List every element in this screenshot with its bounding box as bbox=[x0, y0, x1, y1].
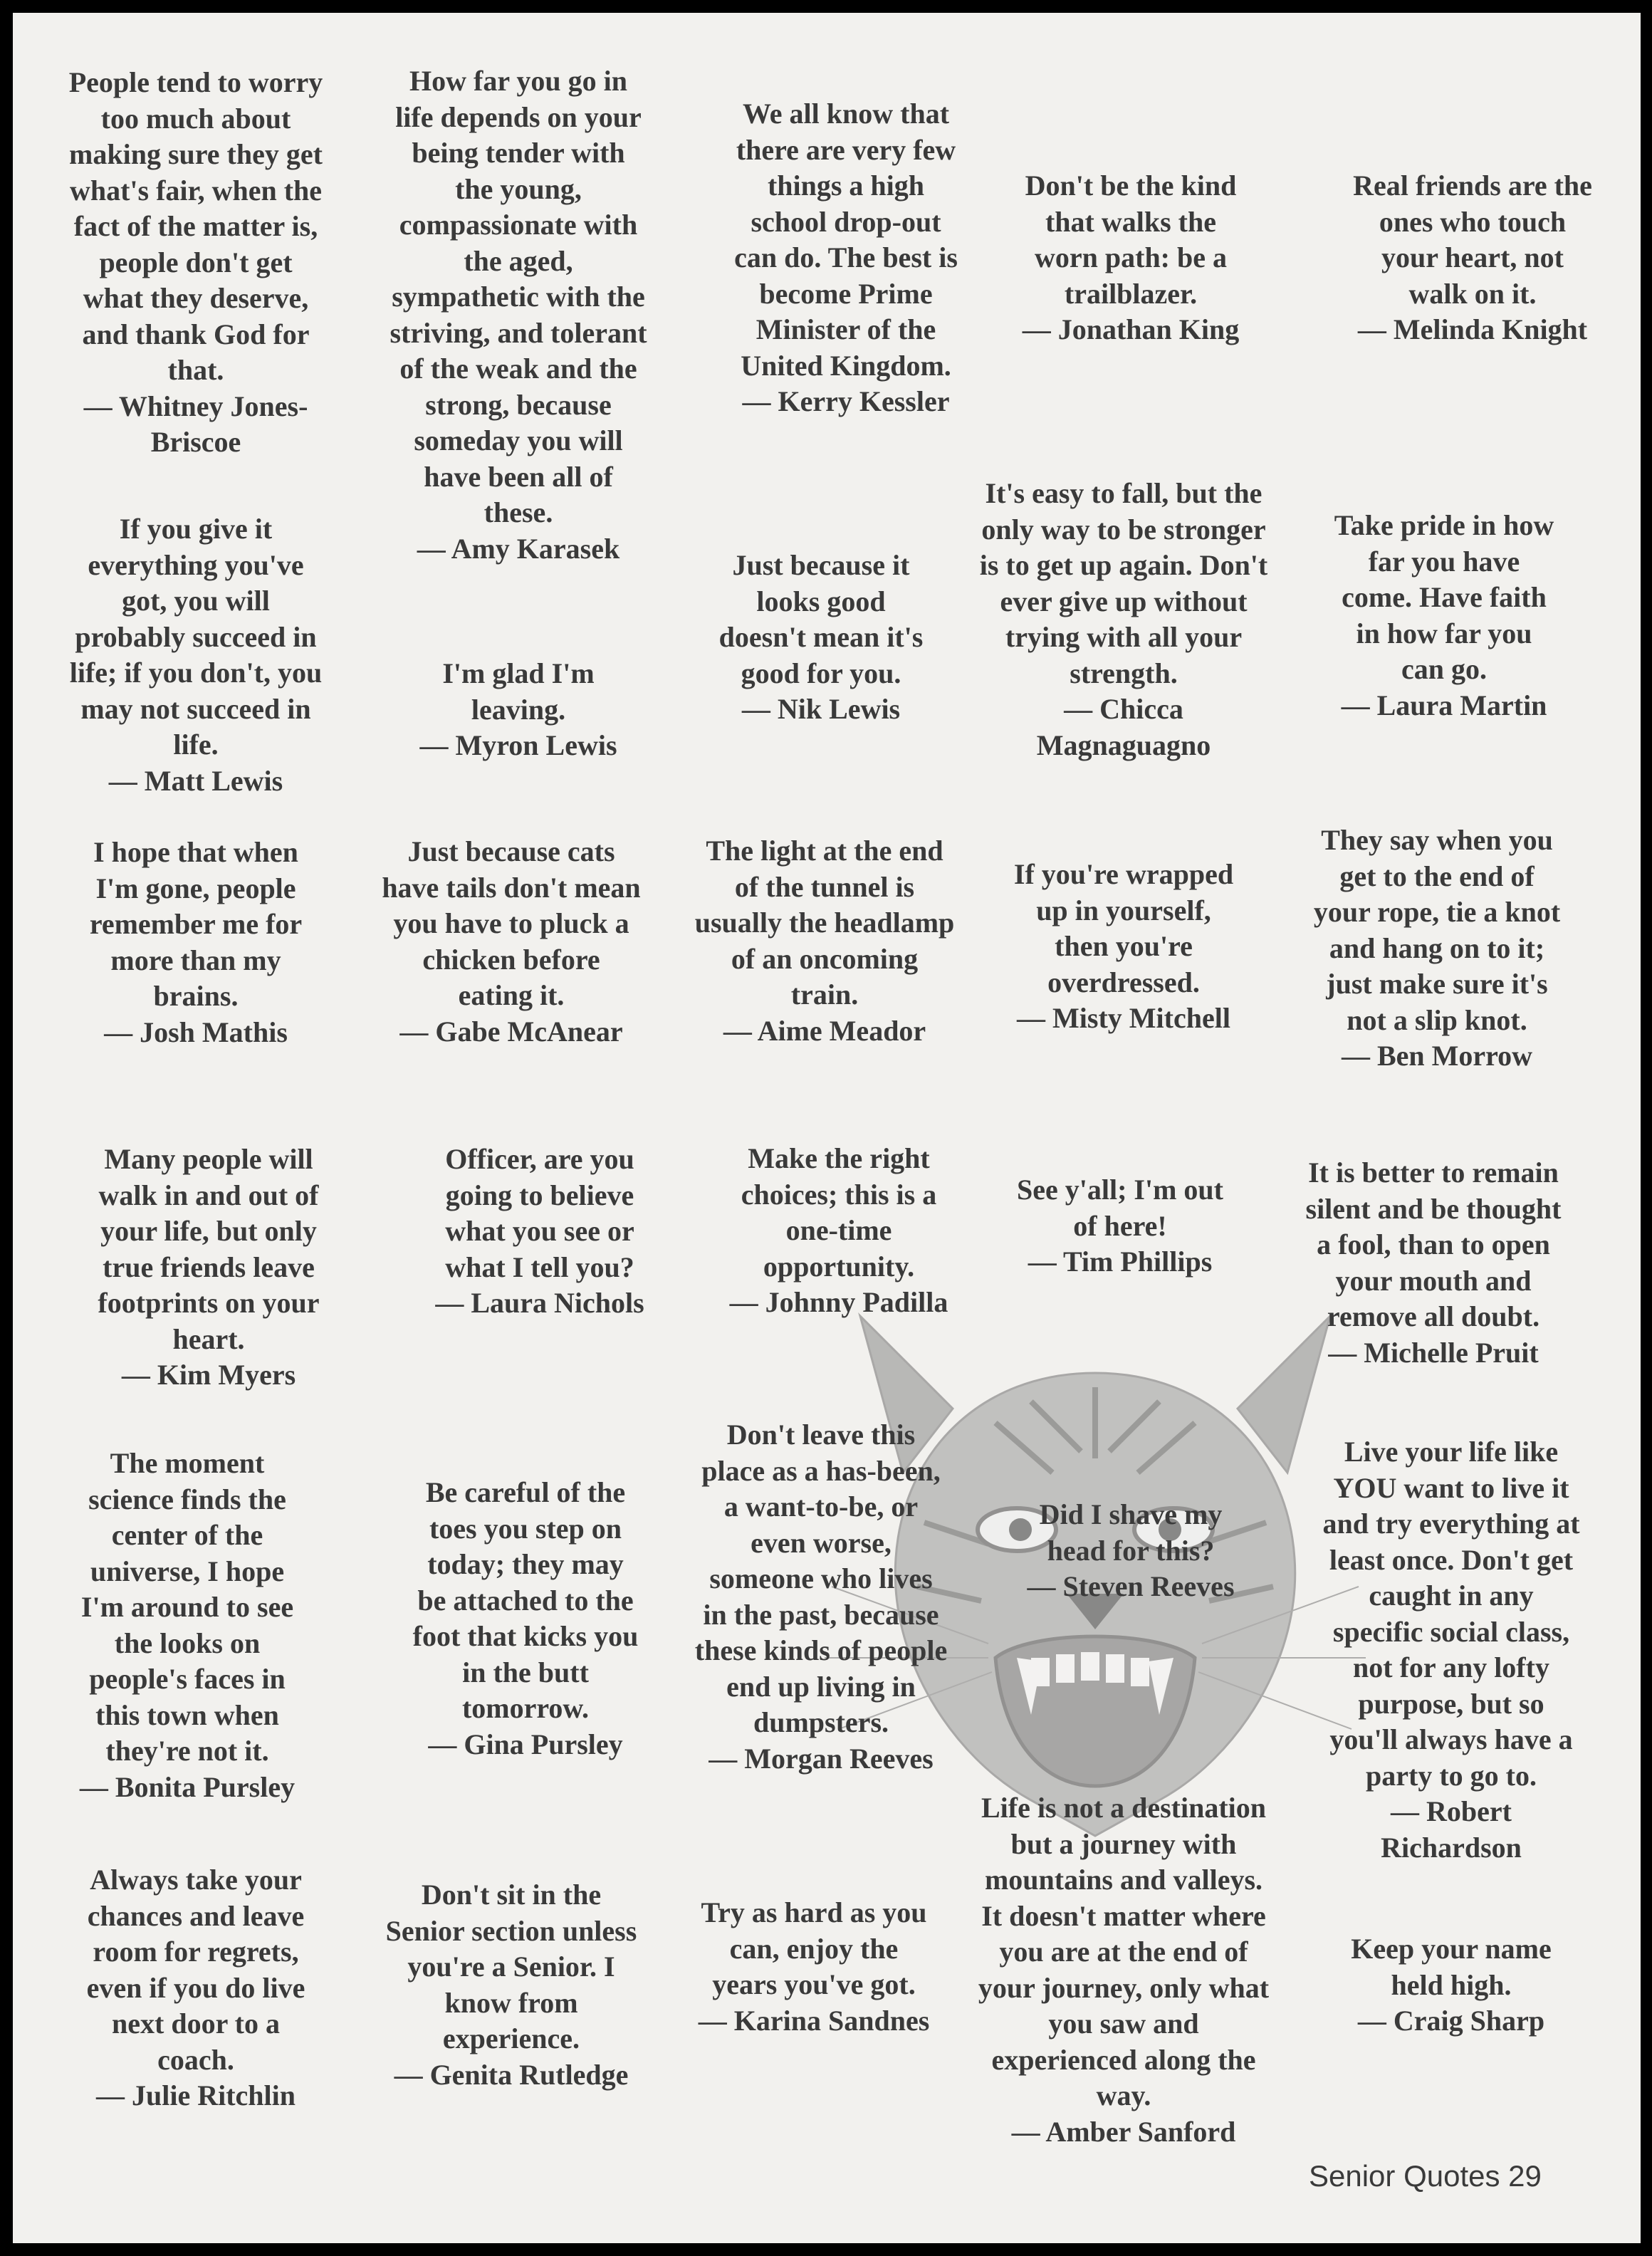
quote-morgan-reeves bbox=[664, 1417, 978, 1777]
quote-author: — Johnny Padilla bbox=[729, 1286, 948, 1318]
quote-kim-myers bbox=[56, 1142, 362, 1394]
quote-gina-pursley bbox=[369, 1475, 682, 1762]
quote-text: I'm glad I'm leaving. bbox=[442, 657, 595, 726]
quote-author: — Bonita Pursley bbox=[79, 1770, 296, 1803]
quote-text: Officer, are you going to believe what you see or what I tell you? bbox=[445, 1143, 634, 1283]
quote-amber-sanford bbox=[946, 1790, 1302, 2150]
quote-author: — Nik Lewis bbox=[741, 693, 901, 725]
quote-author: — Amber Sanford bbox=[1011, 2115, 1236, 2148]
quote-melinda-knight bbox=[1330, 168, 1615, 348]
quote-text: Just because cats have tails don't mean you have to pluck a chicken before eating it. bbox=[382, 835, 641, 1011]
quote-text: Make the right choices; this is a one-time opportunity. bbox=[741, 1142, 937, 1283]
quote-johnny-padilla bbox=[689, 1141, 988, 1321]
quote-text: The moment science finds the center of the universe, I hope I'm around to see the looks on people's faces in this town when they're not it. bbox=[80, 1447, 294, 1767]
quote-text: We all know that there are very few things a high school drop-out can do. The best is become Prime Minister of the United Kingdom. bbox=[734, 98, 958, 382]
yearbook-page bbox=[13, 13, 1641, 2243]
quote-author: — Jonathan King bbox=[1022, 313, 1240, 345]
quote-text: People tend to worry too much about making sure they get what's fair, when the fact of the matter is, people don't get what they deserve, and thank God for that. bbox=[68, 66, 323, 386]
quote-robert-richardson bbox=[1287, 1434, 1615, 1866]
quote-author: — Steven Reeves bbox=[1027, 1570, 1235, 1602]
quote-text: It's easy to fall, but the only way to be stronger is to get up again. Don't ever give up without trying with all your strength. bbox=[979, 477, 1268, 689]
quote-amy-karasek bbox=[362, 63, 675, 567]
quote-text: Be careful of the toes you step on today; they may be attached to the foot that kicks you in the butt tomorrow. bbox=[412, 1476, 639, 1724]
quote-author: — Robert Richardson bbox=[1381, 1795, 1522, 1864]
quote-kerry-kessler bbox=[704, 96, 988, 420]
quote-author: — Laura Martin bbox=[1341, 689, 1547, 721]
quote-author: — Gabe McAnear bbox=[399, 1015, 623, 1048]
quote-matt-lewis bbox=[43, 511, 349, 799]
quote-text: Don't leave this place as a has-been, a want-to-be, or even worse, someone who lives in the past, because these kinds of people end up living in dumpsters. bbox=[694, 1419, 948, 1738]
quote-author: — Tim Phillips bbox=[1028, 1246, 1213, 1278]
quote-text: Did I shave my head for this? bbox=[1039, 1498, 1223, 1567]
page-footer: Senior Quotes 29 bbox=[1309, 2159, 1542, 2193]
quote-text: Live your life like YOU want to live it and try everything at least once. Don't get caught in any specific social class, not for any lofty purpose, but so you'll always have a party to go to. bbox=[1322, 1436, 1580, 1792]
quote-gabe-mcanear bbox=[347, 834, 675, 1050]
quote-genita-rutledge bbox=[347, 1877, 675, 2093]
quote-author: — Ben Morrow bbox=[1341, 1040, 1533, 1072]
quote-text: Don't sit in the Senior section unless you're a Senior. I know from experience. bbox=[385, 1879, 637, 2054]
quote-author: — Laura Nichols bbox=[435, 1287, 644, 1319]
quote-jonathan-king bbox=[988, 168, 1273, 348]
quote-author: — Morgan Reeves bbox=[709, 1742, 934, 1775]
quote-tim-phillips bbox=[978, 1172, 1262, 1280]
quote-ben-morrow bbox=[1280, 822, 1594, 1075]
quote-julie-ritchlin bbox=[43, 1862, 349, 2114]
quote-author: — Myron Lewis bbox=[419, 729, 617, 761]
quote-text: It is better to remain silent and be thought a fool, than to open your mouth and remove all doubt. bbox=[1305, 1156, 1562, 1332]
quote-karina-sandnes bbox=[664, 1895, 963, 2039]
quote-text: Life is not a destination but a journey with mountains and valleys. It doesn't matter where you are at the end of your journey, only what you saw and experienced along the way. bbox=[978, 1792, 1270, 2111]
quote-craig-sharp bbox=[1309, 1931, 1594, 2040]
quote-text: Always take your chances and leave room for regrets, even if you do live next door to a coach. bbox=[86, 1864, 305, 2076]
quote-author: — Gina Pursley bbox=[428, 1728, 623, 1760]
quote-text: If you give it everything you've got, you will probably succeed in life; if you don't, you may not succeed in life. bbox=[69, 513, 323, 761]
quote-text: They say when you get to the end of your rope, tie a knot and hang on to it; just make sure it's not a slip knot. bbox=[1313, 824, 1561, 1036]
quote-text: Try as hard as you can, enjoy the years you've got. bbox=[701, 1896, 927, 2000]
quote-laura-martin bbox=[1295, 508, 1594, 724]
quote-whitney-jones-briscoe bbox=[43, 65, 349, 461]
quote-text: I hope that when I'm gone, people remember me for more than my brains. bbox=[89, 836, 303, 1012]
quote-author: — Aime Meador bbox=[723, 1014, 926, 1047]
quote-chicca-magnaguagno bbox=[953, 476, 1295, 763]
quote-steven-reeves bbox=[988, 1497, 1273, 1605]
quote-author: — Genita Rutledge bbox=[394, 2058, 629, 2091]
quote-text: See y'all; I'm out of here! bbox=[1017, 1174, 1223, 1242]
quote-author: — Chicca Magnaguagno bbox=[1036, 693, 1211, 761]
quote-author: — Kim Myers bbox=[121, 1359, 296, 1391]
quote-laura-nichols bbox=[390, 1142, 689, 1322]
quote-text: Take pride in how far you have come. Have faith in how far you can go. bbox=[1334, 509, 1554, 685]
quote-text: Real friends are the ones who touch your heart, not walk on it. bbox=[1353, 169, 1592, 310]
quote-author: — Josh Mathis bbox=[104, 1015, 288, 1048]
quote-text: Just because it looks good doesn't mean it's good for you. bbox=[718, 549, 924, 689]
quote-author: — Karina Sandnes bbox=[698, 2004, 930, 2037]
quote-bonita-pursley bbox=[34, 1446, 340, 1805]
quote-text: The light at the end of the tunnel is usually the headlamp of an oncoming train. bbox=[694, 835, 955, 1010]
quote-author: — Melinda Knight bbox=[1357, 313, 1588, 345]
quote-myron-lewis bbox=[362, 656, 675, 764]
quote-author: — Craig Sharp bbox=[1357, 2005, 1545, 2037]
quote-author: — Matt Lewis bbox=[108, 764, 283, 797]
quote-author: — Julie Ritchlin bbox=[95, 2079, 296, 2111]
quote-text: Keep your name held high. bbox=[1351, 1933, 1552, 2001]
quote-michelle-pruit bbox=[1273, 1155, 1594, 1371]
quote-text: How far you go in life depends on your being tender with the young, compassionate with the aged, sympathetic with the striving, and tolerant of the weak and the strong, because someday you will have been all of these. bbox=[390, 65, 647, 528]
quote-author: — Misty Mitchell bbox=[1017, 1002, 1230, 1034]
quote-aime-meador bbox=[668, 833, 981, 1049]
quote-josh-mathis bbox=[43, 835, 349, 1050]
quote-author: — Whitney Jones- Briscoe bbox=[83, 390, 308, 458]
quote-text: If you're wrapped up in yourself, then you're overdressed. bbox=[1013, 858, 1234, 998]
quote-misty-mitchell bbox=[974, 857, 1273, 1037]
quote-text: Many people will walk in and out of your life, but only true friends leave footprints on your heart. bbox=[98, 1143, 320, 1355]
quote-author: — Amy Karasek bbox=[417, 532, 620, 565]
quote-nik-lewis bbox=[671, 548, 971, 728]
quote-author: — Kerry Kessler bbox=[742, 385, 950, 417]
quote-author: — Michelle Pruit bbox=[1328, 1336, 1539, 1369]
quote-text: Don't be the kind that walks the worn path: be a trailblazer. bbox=[1025, 169, 1237, 310]
